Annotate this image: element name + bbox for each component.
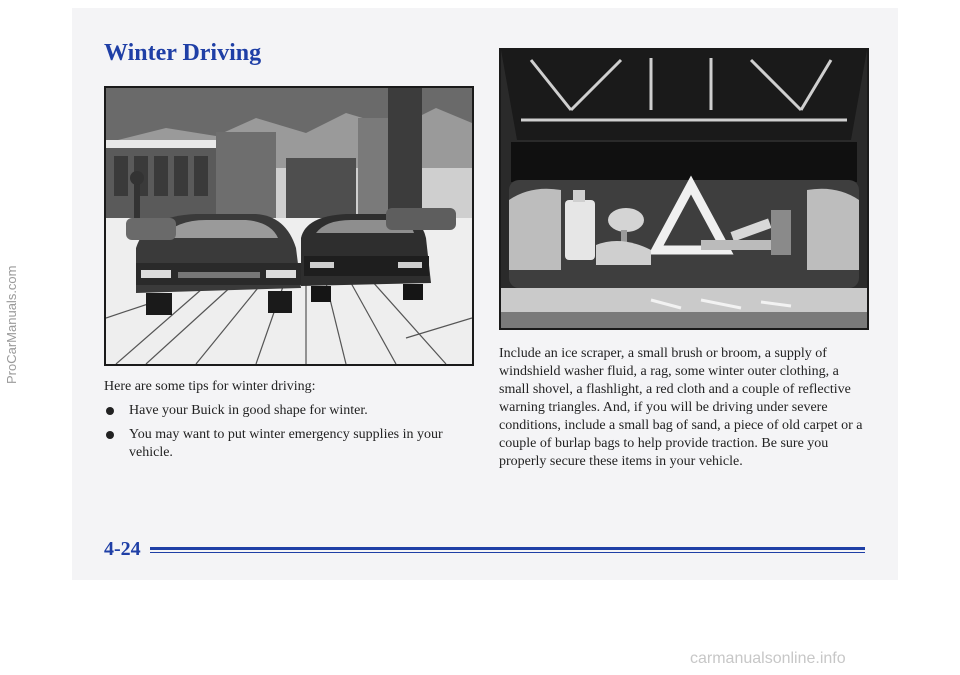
bottom-watermark: carmanualsonline.info [690, 650, 846, 667]
list-item-text: Have your Buick in good shape for winter. [129, 403, 368, 418]
winter-tips-intro: Here are some tips for winter driving: [104, 379, 316, 394]
side-watermark: ProCarManuals.com [4, 265, 19, 384]
footer-rule [150, 547, 865, 553]
winter-street-drawing [106, 88, 472, 364]
trunk-drawing [501, 50, 867, 328]
page-number: 4-24 [104, 538, 141, 560]
trunk-supplies-illustration [499, 48, 869, 330]
list-item [104, 402, 464, 420]
bullet-icon [106, 407, 114, 415]
bullet-icon [106, 431, 114, 439]
winter-street-illustration [104, 86, 474, 366]
page-title: Winter Driving [104, 40, 262, 66]
winter-tips-list [104, 402, 464, 468]
list-item [104, 426, 464, 462]
list-item-text: You may want to put winter emergency supplies in your vehicle. [129, 427, 443, 460]
supplies-paragraph: Include an ice scraper, a small brush or broom, a supply of windshield washer fluid, a rag, some winter outer clothing, a small shovel, a flashlight, a red cloth and a couple of reflective warning triangles. And, if you will be driving under severe conditions, include a small bag of sand, a piece of old carpet or a couple of burlap bags to help provide traction. Be sure you properly secure these items in your vehicle. [499, 346, 863, 469]
